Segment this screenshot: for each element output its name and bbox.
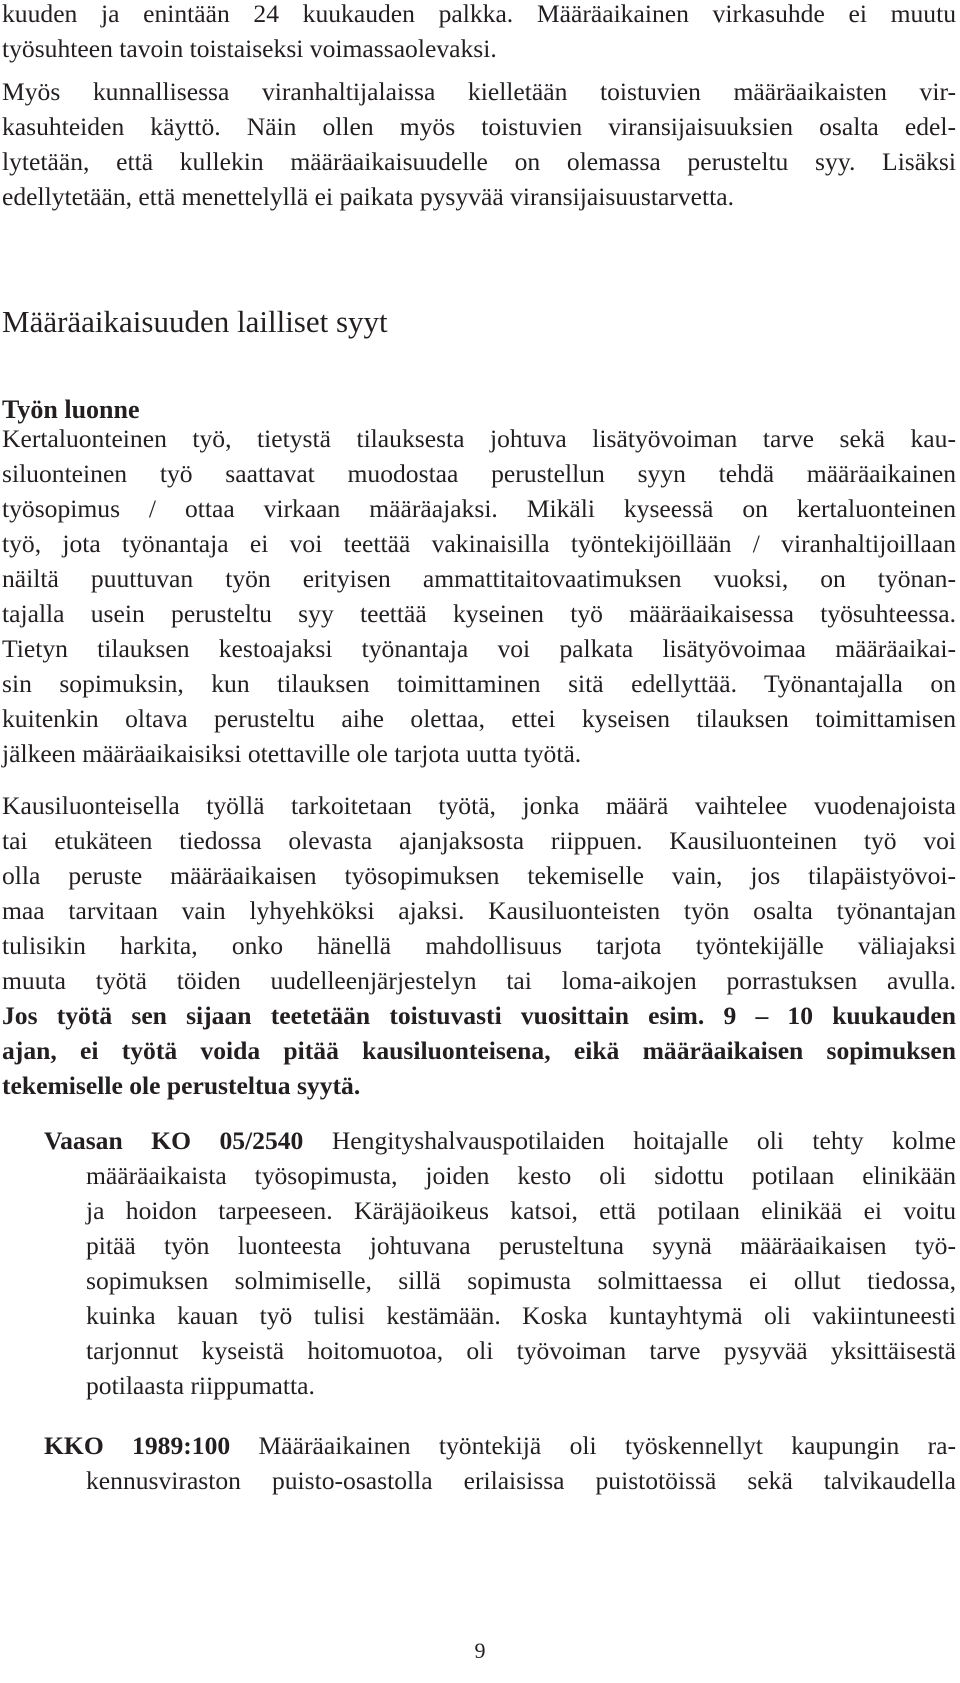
- text-line: Kertaluonteinen työ, tietystä tilauksesta johtuva lisätyövoiman tarve sekä kau-: [2, 424, 956, 453]
- case-kko: [44, 1428, 956, 1498]
- page-number: 9: [474, 1638, 486, 1663]
- text-line: sopimuksen solmimiselle, sillä sopimusta solmittaessa ei ollut tiedossa,: [86, 1266, 956, 1295]
- text-line: tajalla usein perusteltu syy teettää kyseinen työ määräaikaisessa työsuhteessa.: [2, 599, 956, 628]
- text-line: lytetään, että kullekin määräaikaisuudelle on olemassa perusteltu syy. Lisäksi: [2, 147, 956, 176]
- text-line: kuuden ja enintään 24 kuukauden palkka. Määräaikainen virkasuhde ei muutu: [2, 0, 956, 28]
- text-line: muuta työtä töiden uudelleenjärjestelyn tai loma-aikojen porrastuksen avulla.: [2, 966, 956, 995]
- text-line: kennusviraston puisto-osastolla erilaisissa puistotöissä sekä talvikaudella: [86, 1466, 956, 1495]
- case-label: KKO 1989:100: [44, 1431, 231, 1460]
- text-line: jälkeen määräaikaisiksi otettaville ole tarjota uutta työtä.: [2, 739, 582, 768]
- intro-paragraph-2: [2, 74, 956, 214]
- text-line: siluonteinen työ saattavat muodostaa perustellun syyn tehdä määräaikainen: [2, 459, 956, 488]
- case-label: Vaasan KO 05/2540: [44, 1126, 304, 1155]
- text-line: kuitenkin oltava perusteltu aihe olettaa, ettei kyseisen tilauksen toimittamisen: [2, 704, 956, 733]
- text-line: tulisikin harkita, onko hänellä mahdollisuus tarjota työntekijälle väliajaksi: [2, 931, 956, 960]
- case-text: Hengityshalvauspotilaiden hoitajalle oli tehty kolme: [331, 1126, 956, 1155]
- text-line: näiltä puuttuvan työn erityisen ammattitaitovaatimuksen vuoksi, on työnan-: [2, 564, 956, 593]
- case-first-line: [44, 1428, 956, 1463]
- text-line: työsopimus / ottaa virkaan määräajaksi. Mikäli kyseessä on kertaluonteinen: [2, 494, 956, 523]
- subsection-heading: Työn luonne: [2, 395, 140, 424]
- case-first-line: [44, 1123, 956, 1158]
- bold-text-line: Jos työtä sen sijaan teetetään toistuvasti vuosittain esim. 9 – 10 kuukauden: [2, 1001, 956, 1030]
- text-line: työsuhteen tavoin toistaiseksi voimassaolevaksi.: [2, 34, 497, 63]
- body-paragraph-2: [2, 788, 956, 1103]
- text-line: kasuhteiden käyttö. Näin ollen myös toistuvien viransijaisuuksien osalta edel-: [2, 112, 956, 141]
- text-line: työ, jota työnantaja ei voi teettää vakinaisilla työntekijöillään / viranhaltijoillaan: [2, 529, 956, 558]
- text-line: määräaikaista työsopimusta, joiden kesto oli sidottu potilaan elinikään: [86, 1161, 956, 1190]
- text-line: kuinka kauan työ tulisi kestämään. Koska kuntayhtymä oli vakiintuneesti: [86, 1301, 956, 1330]
- bold-text-line: ajan, ei työtä voida pitää kausiluonteisena, eikä määräaikaisen sopimuksen: [2, 1036, 956, 1065]
- intro-paragraph-1: [2, 0, 956, 66]
- text-line: ja hoidon tarpeeseen. Käräjäoikeus katsoi, että potilaan elinikää ei voitu: [86, 1196, 956, 1225]
- body-paragraph-1: [2, 421, 956, 771]
- text-line: maa tarvitaan vain lyhyehköksi ajaksi. Kausiluonteisten työn osalta työnantajan: [2, 896, 956, 925]
- bold-text-line: tekemiselle ole perusteltua syytä.: [2, 1071, 361, 1100]
- text-line: olla peruste määräaikaisen työsopimuksen tekemiselle vain, jos tilapäistyövoi-: [2, 861, 956, 890]
- case-vaasan-ko: [44, 1123, 956, 1403]
- text-line: pitää työn luonteesta johtuvana perusteltuna syynä määräaikaisen työ-: [86, 1231, 956, 1260]
- text-line: tai etukäteen tiedossa olevasta ajanjaksosta riippuen. Kausiluonteinen työ voi: [2, 826, 956, 855]
- text-line: Kausiluonteisella työllä tarkoitetaan työtä, jonka määrä vaihtelee vuodenajoista: [2, 791, 956, 820]
- text-line: Tietyn tilauksen kestoajaksi työnantaja voi palkata lisätyövoimaa määräaikai-: [2, 634, 956, 663]
- section-heading: Määräaikaisuuden lailliset syyt: [2, 304, 388, 339]
- text-line: sin sopimuksin, kun tilauksen toimittaminen sitä edellyttää. Työnantajalla on: [2, 669, 956, 698]
- text-line: edellytetään, että menettelyllä ei paikata pysyvää viransijaisuustarvetta.: [2, 182, 734, 211]
- text-line: Myös kunnallisessa viranhaltijalaissa kielletään toistuvien määräaikaisten vir-: [2, 77, 956, 106]
- text-line: tarjonnut kyseistä hoitomuotoa, oli työvoiman tarve pysyvää yksittäisestä: [86, 1336, 956, 1365]
- text-line: potilaasta riippumatta.: [86, 1371, 315, 1400]
- case-text: Määräaikainen työntekijä oli työskennellyt kaupungin ra-: [258, 1431, 956, 1460]
